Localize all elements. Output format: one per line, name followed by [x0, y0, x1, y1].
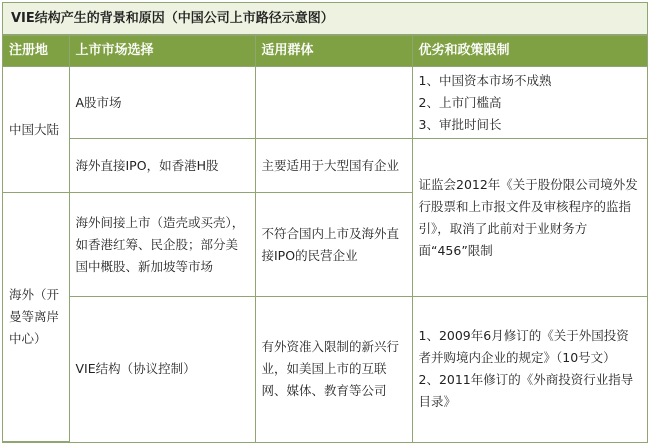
table-row [3, 139, 647, 193]
limit-item: 1、2009年6月修订的《关于外国投资者并购境内企业的规定》（10号文） [418, 328, 629, 366]
market-overseas-direct: 海外直接IPO，如香港H股 [69, 139, 255, 193]
region-china: 中国大陆 [3, 67, 69, 193]
market-vie: VIE结构（协议控制） [69, 297, 255, 442]
region-overseas: 海外（开曼等离岸中心） [3, 193, 69, 442]
header-group: 适用群体 [255, 36, 412, 67]
header-row [3, 36, 647, 67]
limit-item: 2、上市门槛高 [418, 94, 502, 110]
limits-a-share [412, 67, 647, 139]
limits-vie [412, 297, 647, 442]
header-market: 上市市场选择 [69, 36, 255, 67]
group-a-share [255, 67, 412, 139]
listing-path-table [3, 35, 647, 442]
header-region: 注册地 [3, 36, 69, 67]
table-container [2, 2, 648, 443]
market-indirect: 海外间接上市（造壳或买壳），如香港红筹、民企股；部分美国中概股、新加坡等市场 [69, 193, 255, 297]
table-row [3, 67, 647, 139]
header-limits: 优劣和政策限制 [412, 36, 647, 67]
group-overseas-direct: 主要适用于大型国有企业 [255, 139, 412, 193]
group-vie: 有外资准入限制的新兴行业，如美国上市的互联网、媒体、教育等公司 [255, 297, 412, 442]
group-indirect: 不符合国内上市及海外直接IPO的民营企业 [255, 193, 412, 297]
table-title: VIE结构产生的背景和原因（中国公司上市路径示意图） [3, 3, 647, 35]
market-a-share: A股市场 [69, 67, 255, 139]
limit-item: 1、中国资本市场不成熟 [418, 72, 552, 88]
limits-shared: 证监会2012年《关于股份限公司境外发行股票和上市报文件及审核程序的监指引》，取消了此前对于业财务方面“456”限制 [412, 139, 647, 297]
table-row [3, 297, 647, 442]
limit-item: 2、2011年修订的《外商投资行业指导目录》 [418, 372, 634, 410]
limit-item: 3、审批时间长 [418, 116, 502, 132]
